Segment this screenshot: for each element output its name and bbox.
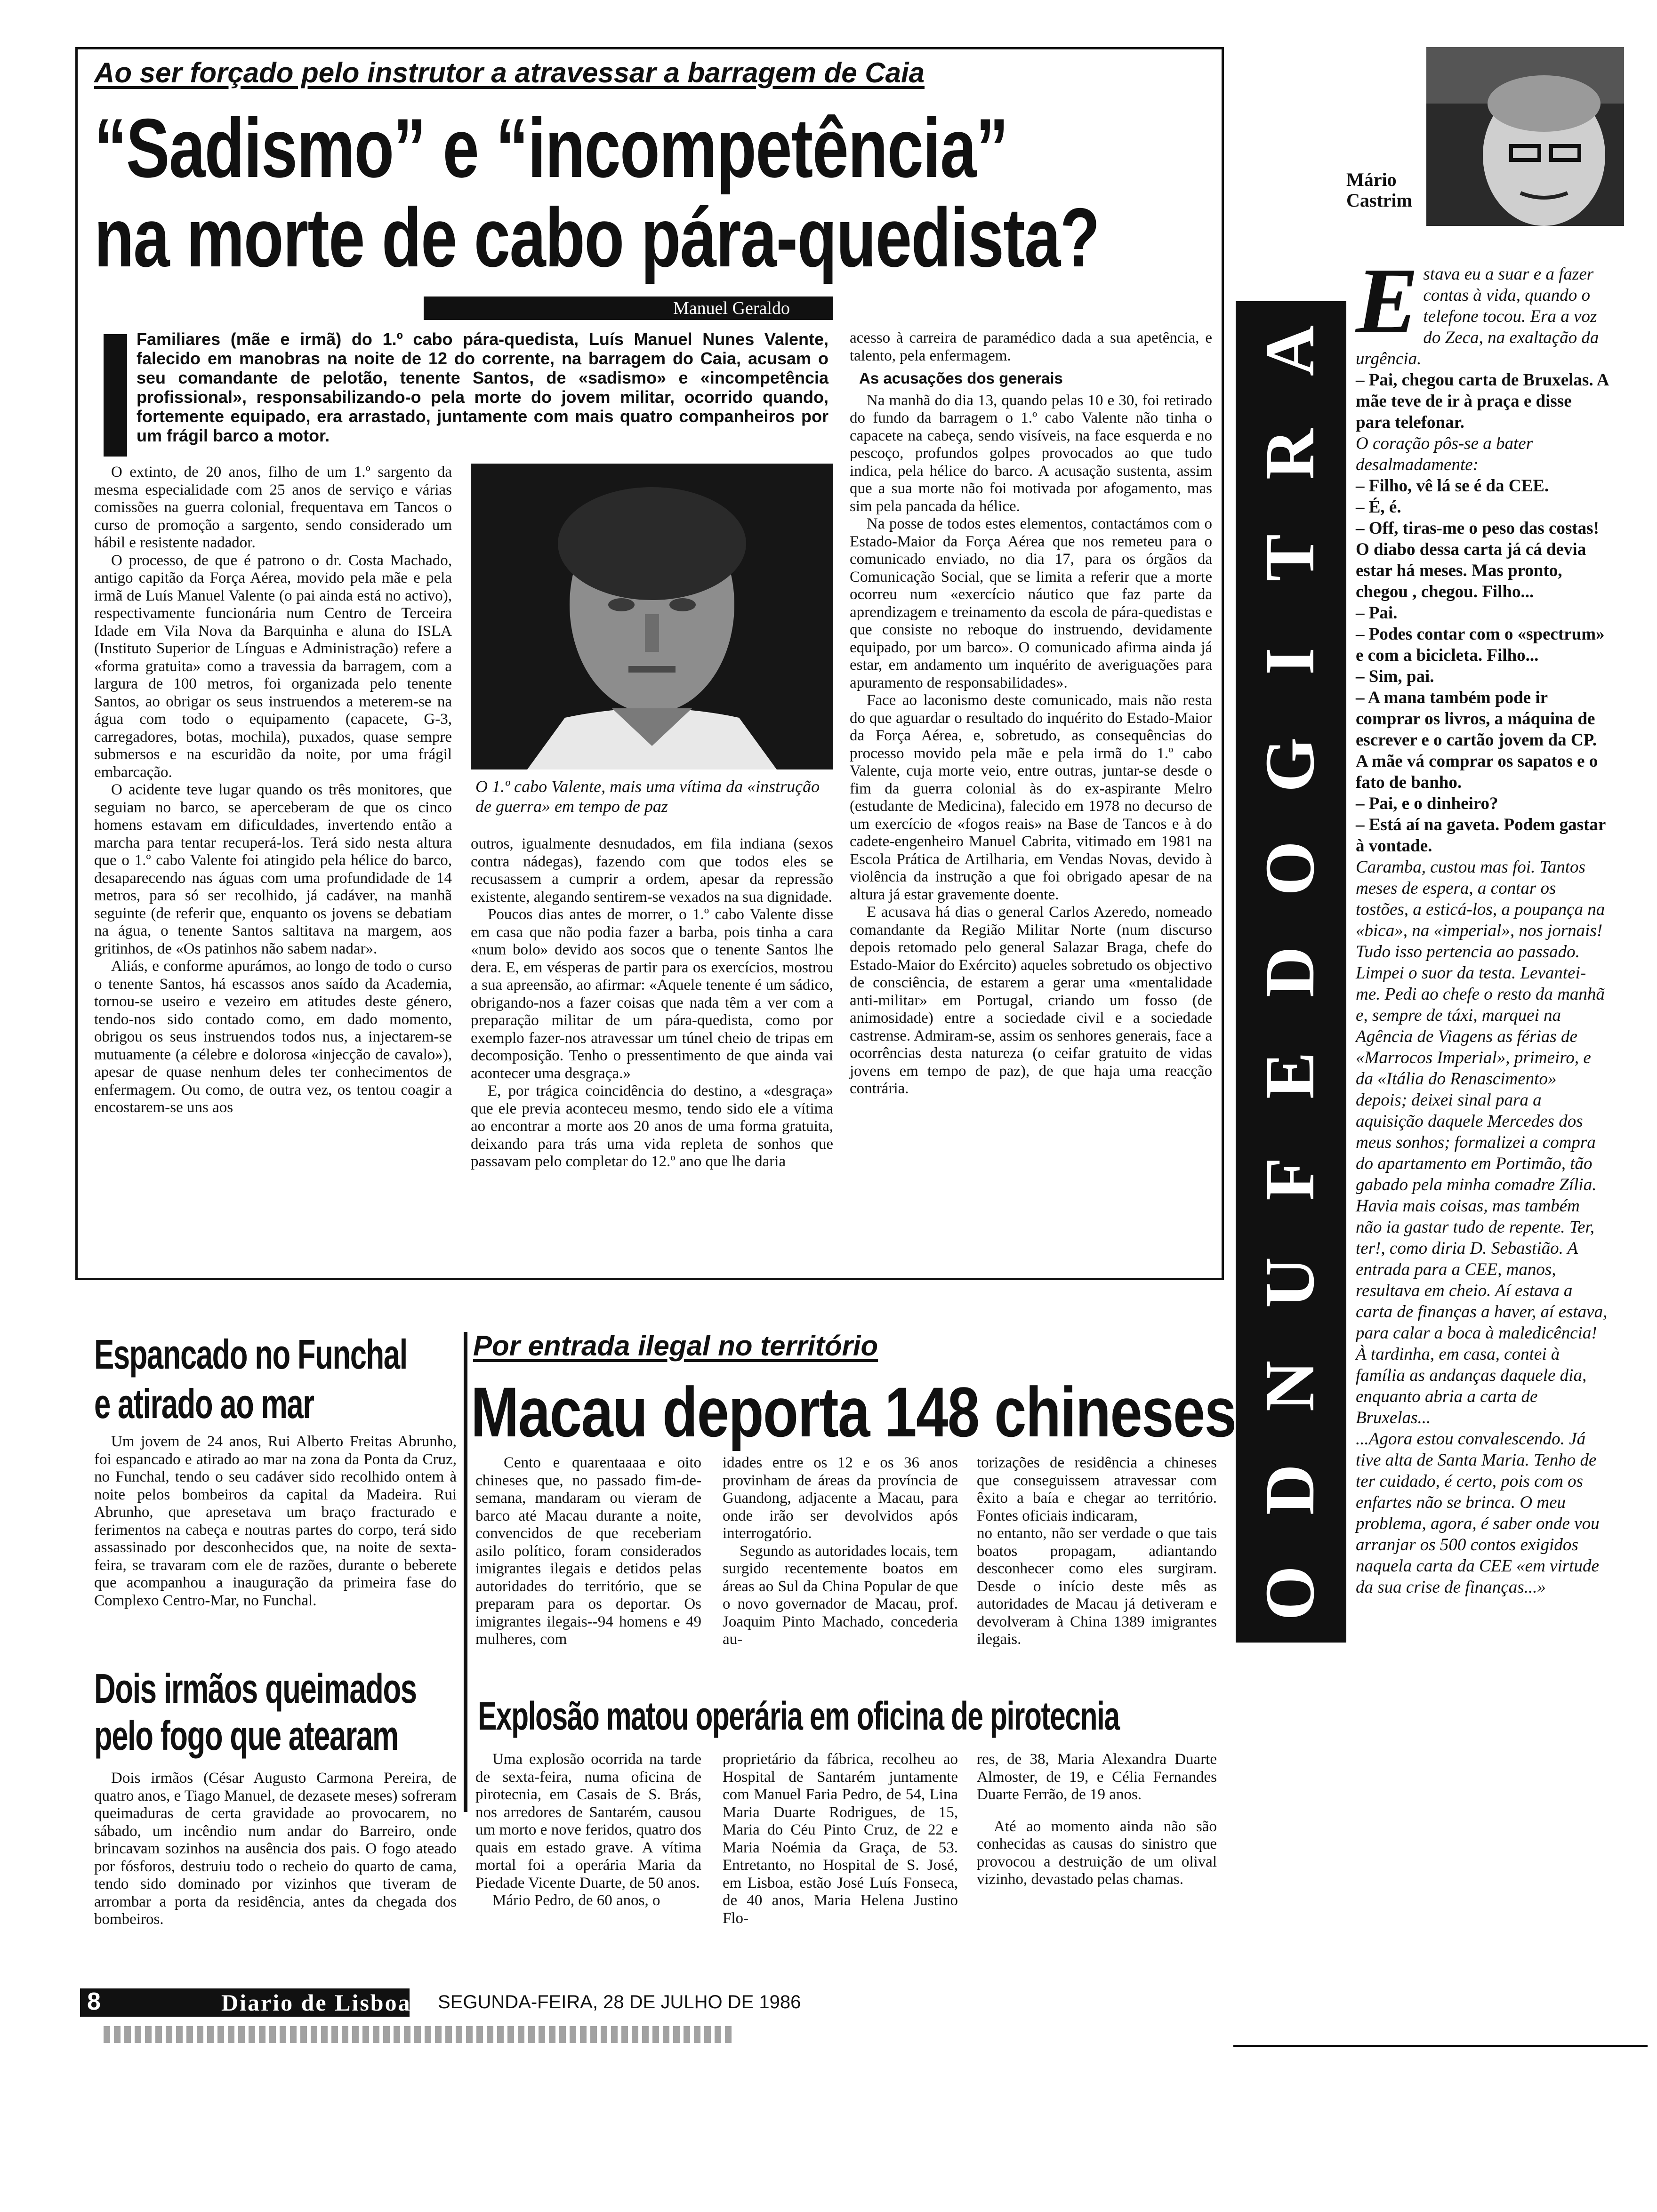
sidebar-line: – Podes contar com o «spectrum» e com a bicicleta. Filho... bbox=[1356, 625, 1605, 665]
sidebar-line: stava eu a suar e a fazer contas à vida, quando o telefone tocou. Era a voz do Zeca, na exaltação da urgência. bbox=[1356, 264, 1599, 369]
macau-column-2 bbox=[723, 1454, 958, 1649]
main-col1-paragraph: O extinto, de 20 anos, filho de um 1.º sargento da mesma especialidade com 25 anos de serviço e várias comissões na guerra colonial, frequentava em Tancos o curso de promoção a sargento, sendo considerado um hábil e resistente nadador. bbox=[94, 464, 452, 551]
sidebar-line: – Pai. bbox=[1356, 603, 1398, 623]
main-col3-paragraph: Face ao laconismo deste comunicado, mais não resta do que aguardar o resultado do inquérito do Estado-Maior da Força Aérea, e, sobretudo, as consequências do processo movido pela mãe e pela irmã do 1.º cabo Valente, cuja morte veio, entre outras, juntar-se desde o fim da guerra colonial às do ex-aspirante Melro (estudante de Medicina), falecido em 1978 no decurso de um exercício de «fogos reais» na Base de Tancos e à do cadete-engenheiro Manuel Cabrita, vitimado em 1981 na Escola Prática de Artilharia, em Vendas Novas, devido à violência da instrução a que foi obrigado apesar de na altura já estar gravemente doente. bbox=[850, 692, 1212, 903]
sidebar-line: – Off, tiras-me o peso das costas! O diabo dessa carta já cá devia estar há meses. Mas pronto, chegou , chegou. Filho... bbox=[1356, 519, 1599, 601]
lead-drop-initial bbox=[104, 334, 127, 457]
sidebar-opening bbox=[1356, 249, 1610, 369]
lead-text: amiliares (mãe e irmã) do 1.º cabo pára-quedista, Luís Manuel Nunes Valente, falecido em manobras na noite de 12 do corrente, na barragem do Caia, acusam o seu comandante de pelotão, tenente Santos, de «sadismo» e «incompetência profissional», responsabilizando-o pela morte do jovem militar, ocorrido quando, fortemente equipado, era arrastado, juntamente com mais quatro companheiros por um frágil barco a motor. bbox=[137, 329, 828, 445]
macau-col2-paragraph: idades entre os 12 e os 36 anos provinham de áreas da província de Guandong, adjacente a Macau, para onde irão ser devolvidos após interrogatório. bbox=[723, 1454, 958, 1542]
sidebar-paragraphs bbox=[1356, 249, 1610, 1598]
vertical-letter: T bbox=[1251, 534, 1329, 582]
vertical-letter: I bbox=[1251, 647, 1329, 675]
sidebar-vertical-banner bbox=[1236, 301, 1346, 1643]
sidebar-line: – Filho, vê lá se é da CEE. bbox=[1356, 476, 1549, 496]
main-column-3 bbox=[850, 329, 1212, 1098]
main-col3-paragraph: Na manhã do dia 13, quando pelas 10 e 30, foi retirado do fundo da barragem o 1.º cabo Valente não tinha o capacete na cabeça, sendo visíveis, na face esquerda e no pescoço, profundos golpes provocados ao que tudo indica, pela hélice do barco. A acusação sustenta, assim que a sua morte não foi motivada por afogamento, mas sim pela pancada da hélice. bbox=[850, 392, 1212, 515]
sidebar-line: – Sim, pai. bbox=[1356, 667, 1434, 686]
vertical-letter: N bbox=[1251, 1360, 1329, 1412]
main-col2-paragraph: outros, igualmente desnudados, em fila indiana (sexos contra nádegas), fazendo com que todos eles se recusassem a cumprir a ordem, apesar da repressão existente, alegando sentirem-se vexados na sua dignidade. bbox=[471, 835, 833, 906]
irmaos-text bbox=[94, 1770, 457, 1929]
vertical-letter: R bbox=[1251, 428, 1329, 480]
explosao-col2-paragraph: proprietário da fábrica, recolheu ao Hospital de Santarém juntamente com Manuel Faria Pedro, de 54, Lina Maria Duarte Rodrigues, de 15, Maria do Céu Pinto Cruz, de 22 e Maria Noémia da Graça, de 53. Entretanto, no Hospital de S. José, em Lisboa, estão José Luís Fonseca, de 40 anos, Maria Helena Justino Flo- bbox=[723, 1751, 958, 1927]
sidebar-line: – Pai, e o dinheiro? bbox=[1356, 794, 1498, 813]
sidebar-line: À tardinha, em casa, contei à família as andanças daquele dia, enquanto abria a carta de Bruxelas... bbox=[1356, 1345, 1587, 1427]
sidebar-line: ...Agora estou convalescendo. Já tive alta de Santa Maria. Tenho de ter cuidado, é certo, pois com os enfartes não se brinca. O meu problema, agora, é saber onde vou arranjar os 500 contos exigidos naquela carta da CEE «em virtude da sua crise de finanças...» bbox=[1356, 1429, 1600, 1597]
vertical-letter: O bbox=[1251, 841, 1329, 896]
funchal-paragraph: Um jovem de 24 anos, Rui Alberto Freitas Abrunho, foi espancado e atirado ao mar na zona da Ponta da Cruz, no Funchal, tendo o seu cadáver sido recolhido ontem à noite pelos bombeiros da capital da Madeira. Rui Abrunho, que apresetava um braço fracturado e ferimentos na cabeça e noutras partes do corpo, terá sido assassinado por desconhecidos que, na noite de sexta-feira, se travaram com ele de razões, durante o beberete que acompanhou a inauguração da primeira fase do Complexo Centro-Mar, no Funchal. bbox=[94, 1433, 457, 1609]
vertical-letter: G bbox=[1251, 737, 1329, 793]
page-number: 8 bbox=[87, 1988, 101, 2015]
lead-paragraph bbox=[137, 329, 828, 445]
footer-decorative-strip bbox=[104, 2026, 734, 2043]
macau-headline: Macau deporta 148 chineses bbox=[471, 1372, 1236, 1451]
sidebar-drop-initial: E bbox=[1356, 249, 1419, 353]
vertical-letter: O bbox=[1251, 1565, 1329, 1621]
explosao-title: Explosão matou operária em oficina de pirotecnia bbox=[478, 1694, 1119, 1738]
vertical-letter: U bbox=[1251, 1257, 1329, 1308]
byline: Manuel Geraldo bbox=[673, 298, 790, 318]
author-name-line-2: Castrim bbox=[1346, 190, 1412, 211]
vertical-letter: F bbox=[1251, 1157, 1329, 1201]
main-col3-paragraph: Na posse de todos estes elementos, contactámos com o Estado-Maior da Força Aérea que nos remeteu para o comunicado enviado, no dia 17, para os órgãos da Comunicação Social, que se limita a referir que a morte ocorreu num «exercício náutico que faz parte da aprendizagem e treinamento da escola de pára-quedistas e que consiste no reboque do instruendo, devidamente equipado, por um barco». O comunicado afirma ainda já estar, em andamento um inquérito de averiguações para apuramento de responsabilidades». bbox=[850, 515, 1212, 691]
irmaos-paragraph: Dois irmãos (César Augusto Carmona Pereira, de quatro anos, e Tiago Manuel, de dezasete meses) sofreram queimaduras de certa gravidade ao provocarem, no sábado, um incêndio num andar do Barreiro, onde brincavam sozinhos na ausência dos pais. O fogo ateado por fósforos, destruiu todo o recheio do quarto de cama, tendo sido dominado por vizinhos que tiveram de arrombar a porta da residência, antes da chegada dos bombeiros. bbox=[94, 1770, 457, 1928]
sidebar-line: – É, é. bbox=[1356, 497, 1401, 517]
vertical-letter: A bbox=[1251, 325, 1329, 377]
funchal-title-line-2: e atirado ao mar bbox=[94, 1380, 314, 1427]
page-edge-rule bbox=[1233, 2045, 1648, 2047]
photo-caption: O 1.º cabo Valente, mais uma vítima da «instrução de guerra» em tempo de paz bbox=[475, 777, 820, 816]
main-col2-paragraph: E, por trágica coincidência do destino, a «desgraça» que ele previa aconteceu mesmo, tendo sido ele a vítima ao encontrar a morte aos 20 anos de uma forma gratuita, deixando para trás uma vida repleta de sonhos que passavam pelo completar do 12.º ano que lhe daria bbox=[471, 1082, 833, 1170]
vertical-letter: E bbox=[1251, 1051, 1329, 1099]
explosao-column-2 bbox=[723, 1751, 958, 1927]
main-col2-paragraph: Poucos dias antes de morrer, o 1.º cabo Valente disse em casa que não podia fazer a barba, pois tinha a cara «num bolo» devido aos socos que o tenente Santos lhe dera. E, em vésperas de partir para os exercícios, mostrou a sua apreensão, ao afirmar: «Aquele tenente é um sádico, obrigando-nos a fazer coisas que nada têm a ver com a preparação militar de um pára-quedista, como por exemplo fazer-nos atravessar um túnel cheio de tripas em decomposição. Tenho o pressentimento de que ainda vai acontecer uma desgraça.» bbox=[471, 906, 833, 1082]
macau-col3-paragraph: torizações de residência a chineses que conseguissem atravessar com êxito a baía e chegar ao território. Fontes oficiais indicaram, bbox=[977, 1454, 1217, 1524]
main-column-2 bbox=[471, 835, 833, 1171]
macau-col3-paragraph: no entanto, não ser verdade o que tais boatos propagam, adiantando desconhecer como eles surgiram. Desde o início deste mês as autoridades de Macau já detiveram e devolveram à China 1389 imigrantes ilegais. bbox=[977, 1525, 1217, 1648]
main-col3-paragraph: E acusava há dias o general Carlos Azeredo, nomeado comandante da Região Militar Norte (num discurso depois retomado pelo general Salazar Braga, chefe do Estado-Maior do Exército) aqueles sobretudo os objectivo de consciência, de estarem a gerar uma «mentalidade anti-militar» em Portugal, criando um fosso (de animosidade) entre a sociedade civil e a sociedade castrense. Admiram-se, assim os senhores generais, face a ocorrências desta natureza (o ceifar gratuito de vidas jovens em tempo de paz), de que haja uma reacção contrária. bbox=[850, 904, 1212, 1097]
soldier-photo bbox=[471, 464, 833, 769]
macau-col2-paragraph: Segundo as autoridades locais, tem surgido recentemente boatos em áreas ao Sul da China Popular de que o novo governador de Macau, prof. Joaquim Pinto Machado, concederia au- bbox=[723, 1542, 958, 1648]
explosao-column-3 bbox=[977, 1751, 1217, 1889]
main-col3-subheading: As acusações dos generais bbox=[859, 369, 1063, 387]
vertical-letter: D bbox=[1251, 946, 1329, 998]
sidebar-line: – Está aí na gaveta. Podem gastar à vontade. bbox=[1356, 815, 1606, 856]
explosao-col3-paragraph: res, de 38, Maria Alexandra Duarte Almoster, de 19, e Célia Fernandes Duarte Ferrão, de 19 anos. bbox=[977, 1751, 1217, 1803]
author-name-line-1: Mário bbox=[1346, 169, 1397, 190]
newspaper-name: Diario de Lisboa bbox=[221, 1989, 411, 2016]
author-portrait bbox=[1426, 47, 1624, 226]
explosao-column-1 bbox=[475, 1751, 701, 1910]
explosao-col3-paragraph: Até ao momento ainda não são conhecidas as causas do sinistro que provocou a destruição de um olival vizinho, devastado pelas chamas. bbox=[977, 1818, 1217, 1888]
sidebar-vertical-title bbox=[1236, 301, 1346, 1643]
macau-rule bbox=[464, 1332, 467, 1812]
macau-column-3 bbox=[977, 1454, 1217, 1649]
irmaos-title-line-2: pelo fogo que atearam bbox=[94, 1712, 398, 1759]
funchal-text bbox=[94, 1433, 457, 1610]
vertical-letter: D bbox=[1251, 1464, 1329, 1515]
sidebar-line: Caramba, custou mas foi. Tantos meses de espera, a contar os tostões, a esticá-los, a poupança na «bica», na «imperial», nos jornais! Tudo isso pertencia ao passado. Limpei o suor da testa. Levantei-me. Pedi ao chefe o resto da manhã e, sempre de táxi, marquei na Agência de Viagens as férias de «Marrocos Imperial», primeiro, e da «Itália do Renascimento» depois; deixei sinal para a aquisição daquele Mercedes dos meus sonhos; formalizei a compra do apartamento em Portimão, tão gabado pela minha comadre Zília. Havia mais coisas, mas também não ia gastar tudo de repente. Ter, ter!, como diria D. Sebastião. A entrada para a CEE, manos, resultava em cheio. Aí estava a carta de finanças a haver, aí estava, para calar a boca à maledicência! bbox=[1356, 858, 1608, 1343]
main-column-1 bbox=[94, 464, 452, 1117]
sidebar-line: O coração pôs-se a bater desalmadamente: bbox=[1356, 434, 1533, 474]
macau-kicker: Por entrada ilegal no território bbox=[473, 1330, 878, 1362]
main-kicker: Ao ser forçado pelo instrutor a atravessar a barragem de Caia bbox=[94, 57, 925, 88]
main-col1-paragraph: O processo, de que é patrono o dr. Costa Machado, antigo capitão da Força Aérea, movido pela mãe e pela irmã de Luís Manuel Valente (o pai ainda está no activo), respectivamente funcionária num Centro de Terceira Idade em Vila Nova da Barquinha e aluna do ISLA (Instituto Superior de Línguas e Administração) refere a «forma gratuita» como a travessia da barragem, com a largura de 100 metros, foi organizada pelo tenente Santos, ao obrigar os seus instruendos a meterem-se na água com todo o equipamento (capacete, G-3, carregadores, botas, mochila), puxados, quase sempre submersos e na escuridão da noite, por uma frágil embarcação. bbox=[94, 552, 452, 781]
lead-initial: F bbox=[137, 329, 147, 349]
main-col1-paragraph: Aliás, e conforme apurámos, ao longo de todo o curso o tenente Santos, há escassos anos saído da Academia, tornou-se useiro e vezeiro em atitudes deste género, tendo-nos sido contado como, em dado momento, obrigou os seus instruendos todos nus, a injectarem-se mutuamente (a célebre e dolorosa «injecção de cavalo»), apesar de quase nenhum deles ter conhecimentos de enfermagem. Ou como, de outra vez, os tentou coagir a encostarem-se uns aos bbox=[94, 958, 452, 1116]
funchal-title-line-1: Espancado no Funchal bbox=[94, 1331, 407, 1378]
sidebar-column-text bbox=[1356, 249, 1610, 1598]
main-headline-line-2: na morte de cabo pára-quedista? bbox=[94, 191, 1099, 284]
sidebar-line: – A mana também pode ir comprar os livros, a máquina de escrever e o cartão jovem da CP. A mãe vá comprar os sapatos e o fato de banho. bbox=[1356, 688, 1598, 792]
main-col1-paragraph: O acidente teve lugar quando os três monitores, que seguiam no barco, se aperceberam de que os cinco homens estavam em dificuldades, invertendo então a marcha para tentar recuperá-los. Terá sido nesta altura que o 1.º cabo Valente foi atingido pela hélice do barco, desaparecendo nas águas com uma profundidade de 14 metros, para só ser recolhido, já cadáver, na manhã seguinte (de referir que, enquanto os jovens se debatiam na água, o tenente Santos saltitava na margem, aos gritinhos, de «Os patinhos não sabem nadar». bbox=[94, 781, 452, 957]
explosao-col1-paragraph: Mário Pedro, de 60 anos, o bbox=[492, 1892, 660, 1909]
sidebar-line: – Pai, chegou carta de Bruxelas. A mãe teve de ir à praça e disse para telefonar. bbox=[1356, 370, 1609, 432]
main-headline-line-1: “Sadismo” e “incompetência” bbox=[94, 101, 1008, 195]
main-col3-top: acesso à carreira de paramédico dada a sua apetência, e talento, pela enfermagem. bbox=[850, 329, 1212, 364]
macau-col1-paragraph: Cento e quarentaaaa e oito chineses que, no passado fim-de-semana, mandaram ou vieram de barco até Macau durante a noite, convencidos de que receberiam asilo político, foram considerados imigrantes ilegais e detidos pelas autoridades do território, que se preparam para os deportar. Os imigrantes ilegais--94 homens e 49 mulheres, com bbox=[475, 1454, 701, 1648]
explosao-col1-paragraph: Uma explosão ocorrida na tarde de sexta-feira, numa oficina de pirotecnia, em Casais de S. Brás, nos arredores de Santarém, causou um morto e nove feridos, quatro dos quais em estado grave. A vítima mortal foi a operária Maria da Piedade Vicente Duarte, de 50 anos. bbox=[475, 1751, 701, 1891]
issue-date: SEGUNDA-FEIRA, 28 DE JULHO DE 1986 bbox=[438, 1992, 801, 2012]
irmaos-title-line-1: Dois irmãos queimados bbox=[94, 1665, 417, 1712]
macau-column-1 bbox=[475, 1454, 701, 1649]
